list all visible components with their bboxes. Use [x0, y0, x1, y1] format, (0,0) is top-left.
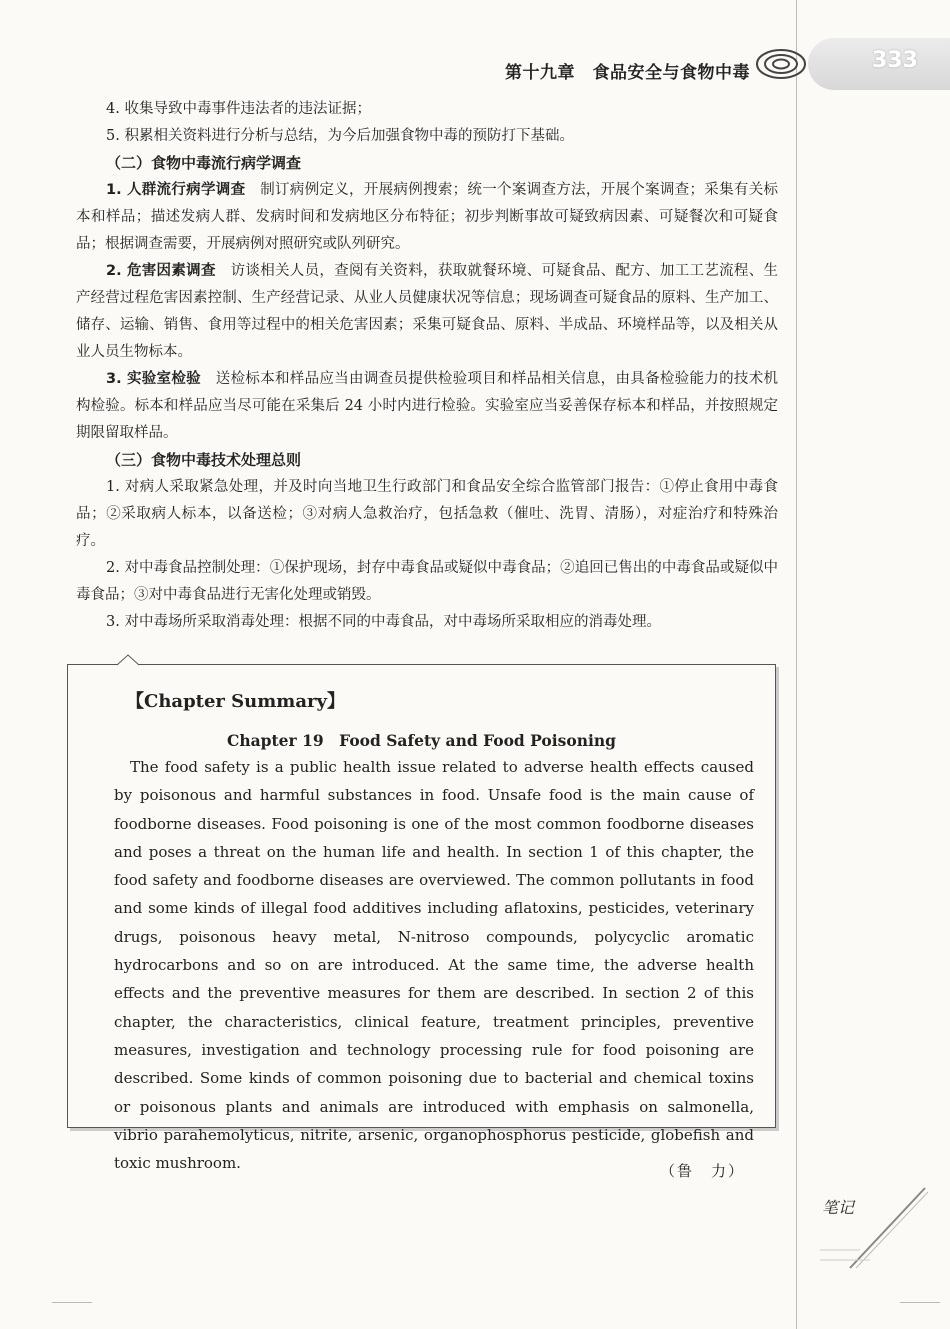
- page-number: 333: [872, 48, 918, 73]
- paragraph: 2. 对中毒食品控制处理：①保护现场，封存中毒食品或疑似中毒食品；②追回已售出的中毒食品或疑似中毒食品；③对中毒食品进行无害化处理或销毁。: [76, 560, 778, 603]
- body-content: [76, 96, 778, 636]
- item-text: 访谈相关人员，查阅有关资料，获取就餐环境、可疑食品、配方、加工工艺流程、生产经营过程危害因素控制、生产经营记录、从业人员健康状况等信息；现场调查可疑食品的原料、生产加工、储存、运输、销售、食用等过程中的相关危害因素；采集可疑食品、原料、半成品、环境样品等，以及相关从业人员生物标本。: [76, 263, 779, 360]
- item-text: 制订病例定义，开展病例搜索；统一个案调查方法，开展个案调查；采集有关标本和样品；描述发病人群、发病时间和发病地区分布特征；初步判断事故可疑致病因素、可疑餐次和可疑食品；根据调查需要，开展病例对照研究或队列研究。: [76, 182, 778, 252]
- item-label: 1. 人群流行病学调查: [106, 182, 246, 198]
- running-header: 第十九章 食品安全与食物中毒: [505, 63, 750, 83]
- notes-label: 笔记: [822, 1198, 855, 1217]
- footer-rule: [52, 1302, 92, 1303]
- item-label: 3. 实验室检验: [106, 371, 201, 387]
- paragraph: [76, 366, 778, 447]
- margin-line: [796, 0, 797, 1329]
- paragraph: 4. 收集导致中毒事件违法者的违法证据；: [106, 101, 371, 117]
- summary-subtitle: Chapter 19 Food Safety and Food Poisoning: [227, 731, 616, 750]
- section-heading: （三）食物中毒技术处理总则: [106, 451, 302, 469]
- author: （鲁 力）: [660, 1162, 746, 1180]
- paragraph: 3. 对中毒场所采取消毒处理：根据不同的中毒食品，对中毒场所采取相应的消毒处理。: [106, 614, 661, 630]
- paragraph: [76, 177, 778, 258]
- section-heading: （二）食物中毒流行病学调查: [106, 154, 302, 172]
- summary-title: 【Chapter Summary】: [126, 691, 345, 712]
- swirl-ornament-icon: [754, 42, 808, 86]
- footer-rule: [900, 1302, 940, 1303]
- paragraph: 1. 对病人采取紧急处理，并及时向当地卫生行政部门和食品安全综合监管部门报告：①停止食用中毒食品；②采取病人标本，以备送检；③对病人急救治疗，包括急救（催吐、洗胃、清肠），对症治疗和特殊治疗。: [76, 479, 778, 549]
- summary-notch-icon: [117, 654, 139, 666]
- summary-body: The food safety is a public health issue related to adverse health effects caused by poisonous and harmful substances in food. Unsafe food is the main cause of foodborne diseases. Food poisoning is one of the most common foodborne diseases and poses a threat on the human life and health. In section 1 of this chapter, the food safety and foodborne diseases are overviewed. The common pollutants in food and some kinds of illegal food additives including aflatoxins, pesticides, veterinary drugs, poisonous heavy metal, N-nitroso compounds, polycyclic aromatic hydrocarbons and so on are introduced. At the same time, the adverse health effects and the preventive measures for them are described. In section 2 of this chapter, the characteristics, clinical feature, treatment principles, preventive measures, investigation and technology processing rule for food poisoning are described. Some kinds of common poisoning due to bacterial and chemical toxins or poisonous plants and animals are introduced with emphasis on salmonella, vibrio parahemolyticus, nitrite, arsenic, organophosphorus pesticide, globefish and toxic mushroom.: [114, 758, 754, 1173]
- pen-icon: [820, 1180, 930, 1270]
- paragraph: [76, 258, 778, 366]
- item-label: 2. 危害因素调查: [106, 263, 216, 279]
- item-text: 送检标本和样品应当由调查员提供检验项目和样品相关信息，由具备检验能力的技术机构检验。标本和样品应当尽可能在采集后 24 小时内进行检验。实验室应当妥善保存标本和样品，并按照规定期限留取样品。: [76, 371, 778, 441]
- paragraph: 5. 积累相关资料进行分析与总结，为今后加强食物中毒的预防打下基础。: [106, 128, 574, 144]
